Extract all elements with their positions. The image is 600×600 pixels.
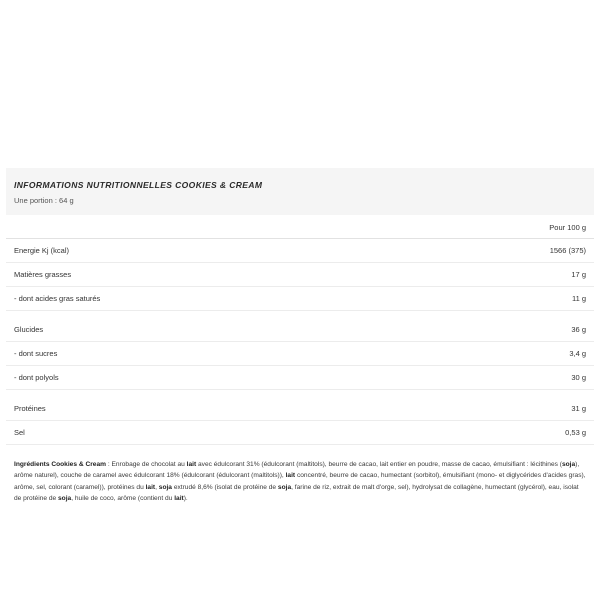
table-row [6,287,594,311]
ingredient-text-run: Enrobage de chocolat au [111,461,187,468]
allergen-term: soja [561,461,576,468]
nutrient-value: 3,4 g [394,342,594,366]
ingredient-text-run: concentré, beurre de cacao, humectant (sorbitol), émulsifiant (mono- et diglycérides d'acides gras), arôme, sel, colorant (caramel)), protéines du [14,472,586,491]
table-row [6,366,594,390]
table-spacer-cell [6,311,594,319]
ingredient-text-run: ), arôme naturel), couche de caramel avec édulcorant 18% (édulcorant (édulcorant (maltitols)), [14,461,580,480]
ingredients-separator: : [105,461,112,468]
table-row [6,318,594,342]
nutrient-label: - dont sucres [6,342,394,366]
table-spacer-row [6,390,594,398]
table-row [6,421,594,445]
nutrient-label: Protéines [6,397,394,421]
nutrition-information-block [6,168,594,504]
allergen-term: lait [285,472,296,480]
nutrient-label: Energie Kj (kcal) [6,239,394,263]
nutrient-label: - dont polyols [6,366,394,390]
table-spacer-cell [6,390,594,398]
ingredient-text-run: , huile de coco, arôme (contient du [71,494,175,502]
column-header-per-100g: Pour 100 g [394,215,594,239]
allergen-term: lait [145,483,156,491]
nutrition-table-body [6,239,594,445]
nutrient-value: 31 g [394,397,594,421]
nutrition-title: INFORMATIONS NUTRITIONNELLES COOKIES & CREAM [14,180,263,190]
nutrient-value: 17 g [394,263,594,287]
nutrition-table-head [6,215,594,239]
nutrient-value: 30 g [394,366,594,390]
nutrient-value: 36 g [394,318,594,342]
table-row [6,342,594,366]
ingredient-text-run: ). [183,494,188,502]
ingredients-paragraph [14,459,586,504]
nutrient-value: 0,53 g [394,421,594,445]
allergen-term: soja [277,483,292,491]
top-whitespace [0,0,600,168]
nutrient-label: Sel [6,421,394,445]
table-row [6,263,594,287]
nutrition-table [6,215,594,445]
table-row [6,397,594,421]
nutrient-value: 11 g [394,287,594,311]
table-spacer-row [6,311,594,319]
nutrient-value: 1566 (375) [394,239,594,263]
ingredient-text-run: avec édulcorant 31% (édulcorant (maltitols), beurre de cacao, lait entier en poudre, masse de cacao, émulsifiant : lécithines ( [196,461,562,468]
table-row [6,239,594,263]
ingredients-heading: Ingrédients Cookies & Cream [14,461,106,468]
nutrition-header [6,168,594,215]
allergen-term: soja [158,483,172,491]
nutrition-portion: Une portion : 64 g [14,196,74,205]
nutrient-label: Glucides [6,318,394,342]
allergen-term: soja [58,494,72,502]
nutrient-label: Matières grasses [6,263,394,287]
ingredient-text-run: , [155,483,159,491]
ingredient-text-run: , farine de riz, extrait de malt d'orge, sel), hydrolysat de collagène, humectant (glycérol), eau, isolat de protéine de [14,483,579,502]
allergen-term: lait [174,494,184,502]
ingredient-text-run: extrudé 8,6% (isolat de protéine de [171,483,278,491]
column-header-nutrient [6,215,394,239]
allergen-term: lait [186,461,197,468]
table-header-row [6,215,594,239]
nutrient-label: - dont acides gras saturés [6,287,394,311]
